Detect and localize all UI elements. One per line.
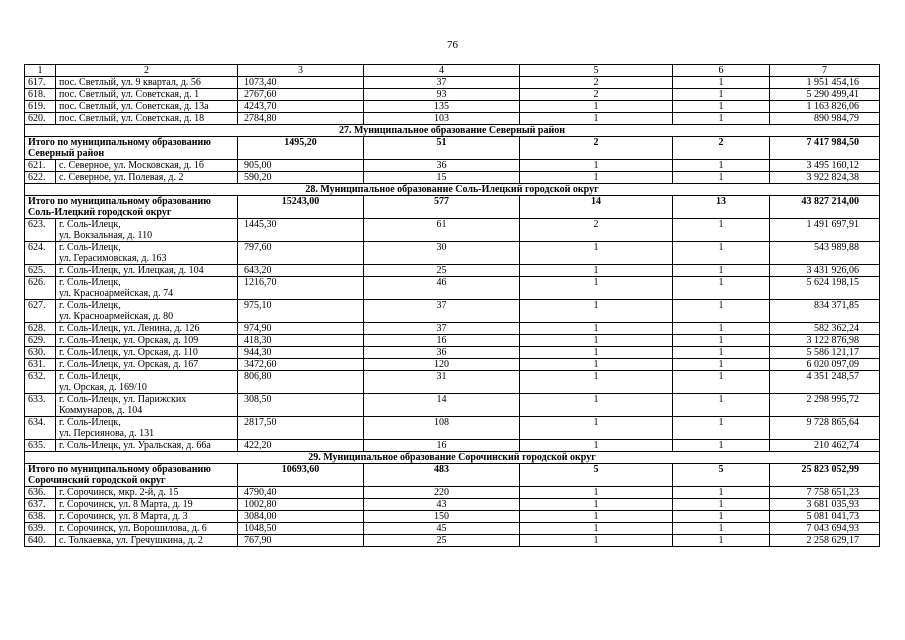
address-cell	[56, 323, 238, 335]
residents-cell: 36	[364, 347, 520, 359]
total-label	[25, 196, 238, 219]
area-cell: 797,60	[238, 242, 364, 265]
address-cell	[56, 77, 238, 89]
houses-cell: 2	[520, 77, 673, 89]
houses-cell: 1	[520, 440, 673, 452]
column-number: 5	[520, 65, 673, 77]
text-line: г. Соль-Илецк,	[59, 219, 121, 230]
text-line: г. Соль-Илецк, ул. Илецкая, д. 104	[59, 265, 204, 276]
cost-cell: 1 951 454,16	[770, 77, 880, 89]
cost-cell: 2 258 629,17	[770, 535, 880, 547]
text-line: г. Соль-Илецк, ул. Орская, д. 110	[59, 347, 198, 358]
municipality-heading-row	[25, 452, 880, 464]
table-row	[25, 371, 880, 394]
row-number: 636.	[25, 487, 56, 499]
residents-cell: 25	[364, 535, 520, 547]
residents-cell: 30	[364, 242, 520, 265]
text-line: г. Соль-Илецк, ул. Уральская, д. 66а	[59, 440, 211, 451]
area-cell: 2817,50	[238, 417, 364, 440]
count-cell: 1	[673, 394, 770, 417]
count-cell: 1	[673, 417, 770, 440]
row-number: 632.	[25, 371, 56, 394]
cost-cell: 4 351 248,57	[770, 371, 880, 394]
row-number: 619.	[25, 101, 56, 113]
area-cell: 1002,80	[238, 499, 364, 511]
address-cell	[56, 101, 238, 113]
cost-cell: 1 163 826,06	[770, 101, 880, 113]
table-row	[25, 440, 880, 452]
area-cell: 4790,40	[238, 487, 364, 499]
text-line: г. Соль-Илецк,	[59, 417, 121, 428]
address-cell	[56, 335, 238, 347]
text-line: Итого по муниципальному образованию	[28, 196, 211, 207]
text-line: г. Сорочинск, ул. Ворошилова, д. 6	[59, 523, 207, 534]
column-number-header-row	[25, 65, 880, 77]
area-cell: 4243,70	[238, 101, 364, 113]
cost-cell: 5 624 198,15	[770, 277, 880, 300]
housing-table	[24, 64, 880, 547]
address-cell	[56, 417, 238, 440]
cost-cell: 7 043 694,93	[770, 523, 880, 535]
residents-cell: 16	[364, 335, 520, 347]
table-row	[25, 417, 880, 440]
houses-cell: 1	[520, 394, 673, 417]
table-row	[25, 300, 880, 323]
text-line: с. Северное, ул. Московская, д. 1б	[59, 160, 204, 171]
residents-cell: 150	[364, 511, 520, 523]
residents-cell: 15	[364, 172, 520, 184]
row-number: 640.	[25, 535, 56, 547]
houses-cell: 1	[520, 535, 673, 547]
row-number: 635.	[25, 440, 56, 452]
address-cell	[56, 535, 238, 547]
total-residents: 483	[364, 464, 520, 487]
row-number: 626.	[25, 277, 56, 300]
residents-cell: 61	[364, 219, 520, 242]
houses-cell: 1	[520, 347, 673, 359]
text-line: ул. Герасимовская, д. 163	[59, 253, 167, 264]
total-houses: 14	[520, 196, 673, 219]
area-cell: 974,90	[238, 323, 364, 335]
cost-cell: 5 586 121,17	[770, 347, 880, 359]
count-cell: 1	[673, 440, 770, 452]
column-number: 3	[238, 65, 364, 77]
area-cell: 1073,40	[238, 77, 364, 89]
houses-cell: 2	[520, 89, 673, 101]
houses-cell: 1	[520, 113, 673, 125]
residents-cell: 14	[364, 394, 520, 417]
address-cell	[56, 511, 238, 523]
table-row	[25, 265, 880, 277]
municipality-heading-row	[25, 125, 880, 137]
text-line: Коммунаров, д. 104	[59, 405, 143, 416]
residents-cell: 120	[364, 359, 520, 371]
cost-cell: 3 431 926,06	[770, 265, 880, 277]
total-houses: 2	[520, 137, 673, 160]
address-cell	[56, 113, 238, 125]
page-number: 76	[447, 39, 458, 51]
address-cell	[56, 265, 238, 277]
address-cell	[56, 487, 238, 499]
column-number: 1	[25, 65, 56, 77]
total-houses: 5	[520, 464, 673, 487]
address-cell	[56, 347, 238, 359]
text-line: Северный район	[28, 148, 105, 159]
row-number: 629.	[25, 335, 56, 347]
count-cell: 1	[673, 523, 770, 535]
row-number: 625.	[25, 265, 56, 277]
count-cell: 1	[673, 347, 770, 359]
municipality-total-row	[25, 137, 880, 160]
count-cell: 1	[673, 511, 770, 523]
cost-cell: 543 989,88	[770, 242, 880, 265]
total-count: 5	[673, 464, 770, 487]
address-cell	[56, 242, 238, 265]
count-cell: 1	[673, 265, 770, 277]
text-line: с. Толкаевка, ул. Гречушкина, д. 2	[59, 535, 203, 546]
total-count: 2	[673, 137, 770, 160]
area-cell: 1445,30	[238, 219, 364, 242]
row-number: 622.	[25, 172, 56, 184]
address-cell	[56, 89, 238, 101]
residents-cell: 93	[364, 89, 520, 101]
residents-cell: 25	[364, 265, 520, 277]
houses-cell: 1	[520, 172, 673, 184]
cost-cell: 7 758 651,23	[770, 487, 880, 499]
count-cell: 1	[673, 487, 770, 499]
table-row	[25, 499, 880, 511]
total-cost: 25 823 052,99	[770, 464, 880, 487]
houses-cell: 1	[520, 359, 673, 371]
total-count: 13	[673, 196, 770, 219]
count-cell: 1	[673, 359, 770, 371]
area-cell: 806,80	[238, 371, 364, 394]
row-number: 639.	[25, 523, 56, 535]
count-cell: 1	[673, 160, 770, 172]
row-number: 628.	[25, 323, 56, 335]
address-cell	[56, 219, 238, 242]
count-cell: 1	[673, 89, 770, 101]
text-line: Итого по муниципальному образованию	[28, 464, 211, 475]
table-row	[25, 323, 880, 335]
houses-cell: 2	[520, 219, 673, 242]
houses-cell: 1	[520, 487, 673, 499]
table-row	[25, 242, 880, 265]
houses-cell: 1	[520, 371, 673, 394]
residents-cell: 46	[364, 277, 520, 300]
area-cell: 590,20	[238, 172, 364, 184]
text-line: г. Соль-Илецк,	[59, 371, 121, 382]
houses-cell: 1	[520, 335, 673, 347]
text-line: г. Соль-Илецк, ул. Орская, д. 167	[59, 359, 199, 370]
residents-cell: 108	[364, 417, 520, 440]
houses-cell: 1	[520, 323, 673, 335]
text-line: г. Соль-Илецк, ул. Ленина, д. 126	[59, 323, 200, 334]
residents-cell: 103	[364, 113, 520, 125]
address-cell	[56, 277, 238, 300]
row-number: 623.	[25, 219, 56, 242]
table-row	[25, 77, 880, 89]
houses-cell: 1	[520, 160, 673, 172]
text-line: Итого по муниципальному образованию	[28, 137, 211, 148]
text-line: Соль-Илецкий городской округ	[28, 207, 172, 218]
houses-cell: 1	[520, 499, 673, 511]
residents-cell: 16	[364, 440, 520, 452]
table-row	[25, 89, 880, 101]
address-cell	[56, 359, 238, 371]
count-cell: 1	[673, 113, 770, 125]
text-line: г. Сорочинск, ул. 8 Марта, д. 3	[59, 511, 188, 522]
text-line: пос. Светлый, ул. Советская, д. 13а	[59, 101, 209, 112]
municipality-heading-row	[25, 184, 880, 196]
text-line: г. Сорочинск, ул. 8 Марта, д. 19	[59, 499, 193, 510]
row-number: 621.	[25, 160, 56, 172]
column-number: 4	[364, 65, 520, 77]
text-line: г. Соль-Илецк, ул. Орская, д. 109	[59, 335, 199, 346]
municipality-title: 28. Муниципальное образование Соль-Илецкий городской округ	[25, 184, 880, 196]
count-cell: 1	[673, 371, 770, 394]
row-number: 634.	[25, 417, 56, 440]
table-row	[25, 511, 880, 523]
cost-cell: 582 362,24	[770, 323, 880, 335]
text-line: пос. Светлый, ул. 9 квартал, д. 56	[59, 77, 201, 88]
row-number: 618.	[25, 89, 56, 101]
area-cell: 905,00	[238, 160, 364, 172]
municipality-total-row	[25, 464, 880, 487]
row-number: 630.	[25, 347, 56, 359]
area-cell: 2784,80	[238, 113, 364, 125]
total-cost: 43 827 214,00	[770, 196, 880, 219]
cost-cell: 5 290 499,41	[770, 89, 880, 101]
table-row	[25, 172, 880, 184]
cost-cell: 890 984,79	[770, 113, 880, 125]
area-cell: 1048,50	[238, 523, 364, 535]
text-line: ул. Вокзальная, д. 110	[59, 230, 153, 241]
count-cell: 1	[673, 277, 770, 300]
area-cell: 3472,60	[238, 359, 364, 371]
text-line: с. Северное, ул. Полевая, д. 2	[59, 172, 184, 183]
text-line: пос. Светлый, ул. Советская, д. 18	[59, 113, 205, 124]
total-area: 10693,60	[238, 464, 364, 487]
cost-cell: 2 298 995,72	[770, 394, 880, 417]
total-residents: 51	[364, 137, 520, 160]
area-cell: 975,10	[238, 300, 364, 323]
municipality-title: 27. Муниципальное образование Северный район	[25, 125, 880, 137]
area-cell: 308,50	[238, 394, 364, 417]
residents-cell: 135	[364, 101, 520, 113]
cost-cell: 1 491 697,91	[770, 219, 880, 242]
houses-cell: 1	[520, 242, 673, 265]
residents-cell: 37	[364, 323, 520, 335]
table-row	[25, 277, 880, 300]
row-number: 638.	[25, 511, 56, 523]
table-row	[25, 347, 880, 359]
cost-cell: 3 922 824,38	[770, 172, 880, 184]
address-cell	[56, 300, 238, 323]
text-line: г. Соль-Илецк,	[59, 277, 121, 288]
row-number: 624.	[25, 242, 56, 265]
count-cell: 1	[673, 172, 770, 184]
text-line: ул. Красноармейская, д. 80	[59, 311, 174, 322]
column-number: 2	[56, 65, 238, 77]
table-row	[25, 394, 880, 417]
residents-cell: 31	[364, 371, 520, 394]
table-row	[25, 523, 880, 535]
houses-cell: 1	[520, 277, 673, 300]
houses-cell: 1	[520, 523, 673, 535]
table-body	[25, 65, 880, 547]
total-area: 1495,20	[238, 137, 364, 160]
row-number: 617.	[25, 77, 56, 89]
address-cell	[56, 172, 238, 184]
residents-cell: 37	[364, 77, 520, 89]
address-cell	[56, 523, 238, 535]
total-area: 15243,00	[238, 196, 364, 219]
municipality-total-row	[25, 196, 880, 219]
houses-cell: 1	[520, 300, 673, 323]
count-cell: 1	[673, 535, 770, 547]
houses-cell: 1	[520, 511, 673, 523]
table-row	[25, 101, 880, 113]
area-cell: 3084,00	[238, 511, 364, 523]
address-cell	[56, 371, 238, 394]
text-line: г. Соль-Илецк,	[59, 300, 121, 311]
cost-cell: 210 462,74	[770, 440, 880, 452]
text-line: ул. Красноармейская, д. 74	[59, 288, 174, 299]
residents-cell: 220	[364, 487, 520, 499]
cost-cell: 834 371,85	[770, 300, 880, 323]
area-cell: 1216,70	[238, 277, 364, 300]
residents-cell: 37	[364, 300, 520, 323]
count-cell: 1	[673, 219, 770, 242]
total-label	[25, 464, 238, 487]
houses-cell: 1	[520, 101, 673, 113]
count-cell: 1	[673, 323, 770, 335]
text-line: ул. Орская, д. 169/10	[59, 382, 147, 393]
total-cost: 7 417 984,50	[770, 137, 880, 160]
municipality-title: 29. Муниципальное образование Сорочинский городской округ	[25, 452, 880, 464]
count-cell: 1	[673, 77, 770, 89]
cost-cell: 3 681 035,93	[770, 499, 880, 511]
cost-cell: 9 728 865,64	[770, 417, 880, 440]
residents-cell: 36	[364, 160, 520, 172]
row-number: 620.	[25, 113, 56, 125]
count-cell: 1	[673, 335, 770, 347]
count-cell: 1	[673, 101, 770, 113]
houses-cell: 1	[520, 265, 673, 277]
row-number: 633.	[25, 394, 56, 417]
text-line: Сорочинский городской округ	[28, 475, 166, 486]
table-row	[25, 487, 880, 499]
area-cell: 422,20	[238, 440, 364, 452]
text-line: г. Сорочинск, мкр. 2-й, д. 15	[59, 487, 179, 498]
cost-cell: 3 122 876,98	[770, 335, 880, 347]
text-line: г. Соль-Илецк,	[59, 242, 121, 253]
address-cell	[56, 440, 238, 452]
cost-cell: 3 495 160,12	[770, 160, 880, 172]
table-row	[25, 160, 880, 172]
count-cell: 1	[673, 300, 770, 323]
area-cell: 2767,60	[238, 89, 364, 101]
area-cell: 767,90	[238, 535, 364, 547]
houses-cell: 1	[520, 417, 673, 440]
column-number: 7	[770, 65, 880, 77]
address-cell	[56, 499, 238, 511]
text-line: пос. Светлый, ул. Советская, д. 1	[59, 89, 200, 100]
residents-cell: 43	[364, 499, 520, 511]
residents-cell: 45	[364, 523, 520, 535]
text-line: г. Соль-Илецк, ул. Парижских	[59, 394, 187, 405]
area-cell: 944,30	[238, 347, 364, 359]
table-row	[25, 113, 880, 125]
table-row	[25, 335, 880, 347]
row-number: 627.	[25, 300, 56, 323]
cost-cell: 5 081 041,73	[770, 511, 880, 523]
row-number: 631.	[25, 359, 56, 371]
count-cell: 1	[673, 499, 770, 511]
area-cell: 418,30	[238, 335, 364, 347]
total-residents: 577	[364, 196, 520, 219]
table-row	[25, 359, 880, 371]
cost-cell: 6 020 097,09	[770, 359, 880, 371]
total-label	[25, 137, 238, 160]
column-number: 6	[673, 65, 770, 77]
count-cell: 1	[673, 242, 770, 265]
table-row	[25, 535, 880, 547]
text-line: ул. Персиянова, д. 131	[59, 428, 155, 439]
area-cell: 643,20	[238, 265, 364, 277]
table-row	[25, 219, 880, 242]
row-number: 637.	[25, 499, 56, 511]
address-cell	[56, 394, 238, 417]
address-cell	[56, 160, 238, 172]
